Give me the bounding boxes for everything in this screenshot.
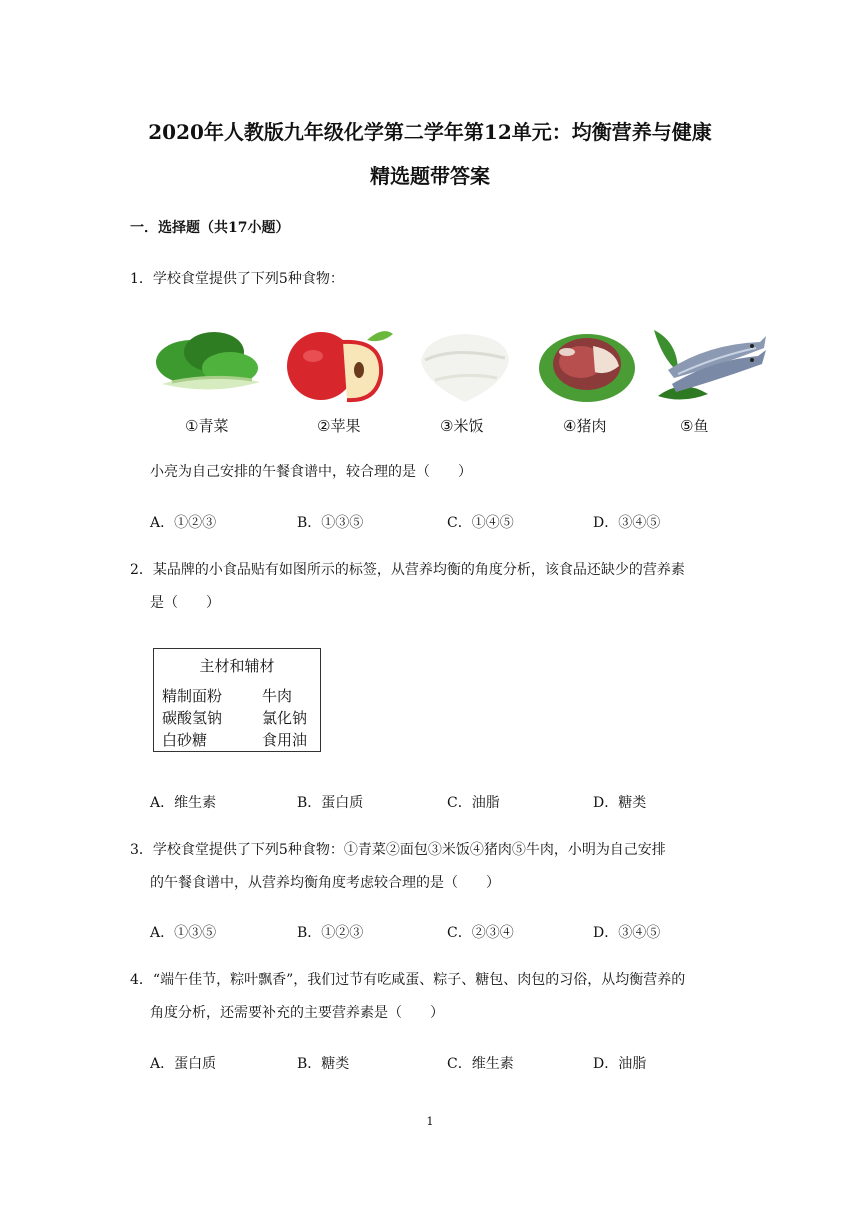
ingredient-item: 牛肉 (262, 687, 293, 705)
q2-stem-line1: 2．某品牌的小食品贴有如图所示的标签，从营养均衡的角度分析，该食品还缺少的营养素 (130, 562, 685, 578)
q1-option-a: A．①②③ (150, 515, 217, 531)
q2-option-a: A．维生素 (150, 795, 217, 811)
fish-image (648, 322, 768, 404)
food-label-1: ①青菜 (185, 417, 229, 435)
q3-stem-line1: 3．学校食堂提供了下列5种食物：①青菜②面包③米饭④猪肉⑤牛肉，小明为自己安排 (130, 842, 666, 858)
page-title-line1: 2020年人教版九年级化学第二学年第12单元：均衡营养与健康 (148, 120, 712, 144)
q4-option-c: C．维生素 (447, 1056, 514, 1072)
ingredient-item: 碳酸氢钠 (162, 709, 223, 727)
food-label-3: ③米饭 (440, 417, 484, 435)
q2-option-c: C．油脂 (447, 795, 500, 811)
q2-option-b: B．蛋白质 (297, 795, 364, 811)
q4-option-b: B．糖类 (297, 1056, 350, 1072)
q3-option-d: D．③④⑤ (593, 925, 661, 941)
ingredient-item: 氯化钠 (262, 709, 308, 727)
page-number: 1 (426, 1115, 434, 1128)
q4-option-a: A．蛋白质 (150, 1056, 217, 1072)
ingredient-item: 精制面粉 (162, 687, 223, 705)
food-label-4: ④猪肉 (563, 417, 607, 435)
section-heading: 一．选择题（共17小题） (130, 220, 290, 236)
ingredient-label-header: 主材和辅材 (199, 657, 275, 675)
q1-stem: 1．学校食堂提供了下列5种食物： (130, 271, 344, 287)
q3-option-b: B．①②③ (297, 925, 364, 941)
q4-stem-line2: 角度分析，还需要补充的主要营养素是（ ） (150, 1005, 444, 1021)
q2-option-d: D．糖类 (593, 795, 647, 811)
q4-option-d: D．油脂 (593, 1056, 647, 1072)
q1-option-c: C．①④⑤ (447, 515, 514, 531)
apple-image (283, 322, 395, 404)
q2-stem-line2: 是（ ） (150, 595, 220, 611)
q1-option-d: D．③④⑤ (593, 515, 661, 531)
q3-option-c: C．②③④ (447, 925, 514, 941)
q1-question: 小亮为自己安排的午餐食谱中，较合理的是（ ） (150, 464, 472, 480)
pork-image (537, 322, 637, 404)
rice-image (415, 322, 515, 404)
page-title-line2: 精选题带答案 (370, 164, 490, 188)
q1-option-b: B．①③⑤ (297, 515, 364, 531)
q4-stem-line1: 4．“端午佳节，粽叶飘香”，我们过节有吃咸蛋、粽子、糖包、肉包的习俗，从均衡营养的 (130, 972, 686, 988)
q3-option-a: A．①③⑤ (150, 925, 217, 941)
food-label-2: ②苹果 (317, 417, 361, 435)
bok-choy-image (152, 322, 264, 404)
q3-stem-line2: 的午餐食谱中，从营养均衡角度考虑较合理的是（ ） (150, 875, 500, 891)
ingredient-item: 食用油 (262, 731, 308, 749)
food-label-5: ⑤鱼 (680, 417, 709, 435)
ingredient-item: 白砂糖 (162, 731, 208, 749)
ingredient-label-box (153, 648, 321, 752)
